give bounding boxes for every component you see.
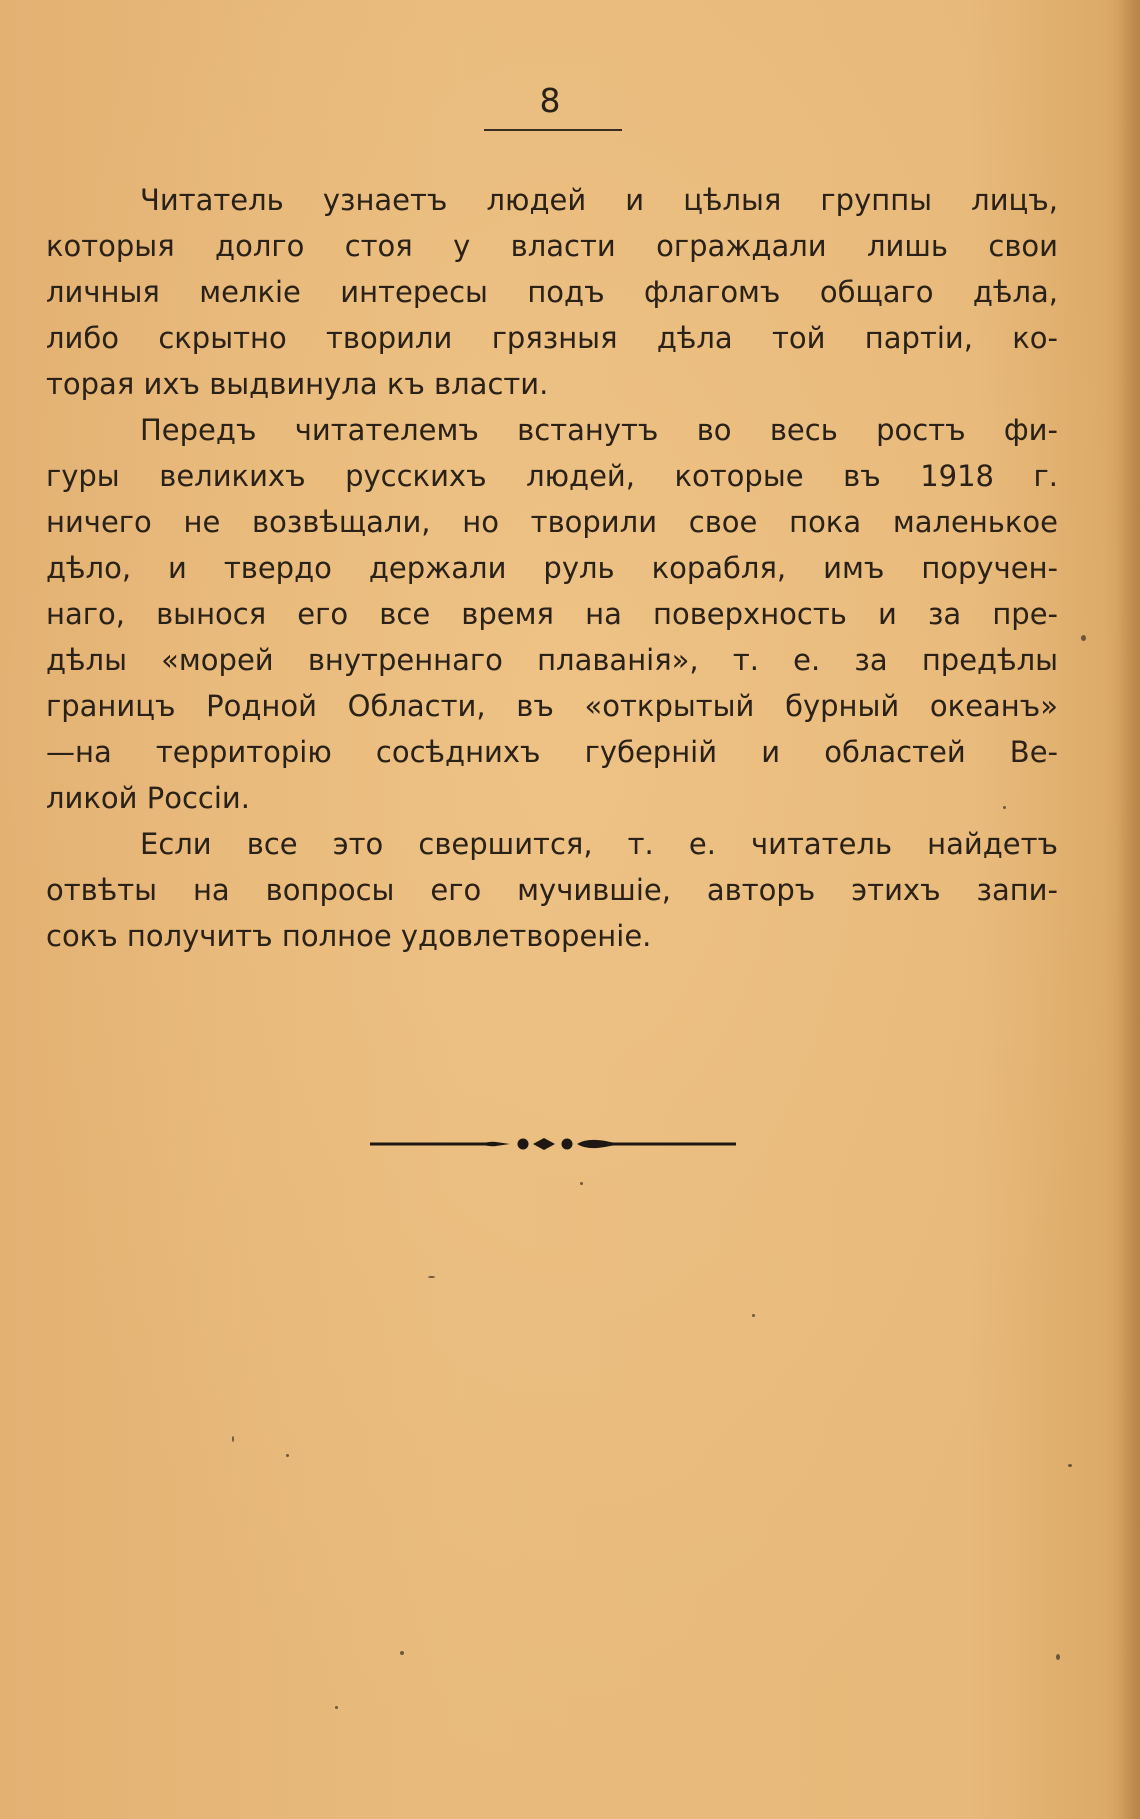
text-line: границъ Родной Области, въ «открытый бурный океанъ» [46, 689, 1058, 723]
text-line: ликой Россіи. [46, 781, 250, 815]
paper-speck [1068, 1464, 1072, 1467]
page-number: 8 [539, 81, 561, 120]
text-line: —на территорію сосѣднихъ губерній и областей Ве- [46, 735, 1058, 769]
text-line: отвѣты на вопросы его мучившіе, авторъ этихъ запи- [46, 873, 1058, 907]
text-line: торая ихъ выдвинула къ власти. [46, 367, 549, 401]
text-line: дѣло, и твердо держали руль корабля, имъ поручен- [46, 551, 1058, 585]
paper-speck [335, 1706, 338, 1709]
text-line: дѣлы «морей внутреннаго плаванія», т. е. за предѣлы [46, 643, 1058, 677]
text-line: сокъ получитъ полное удовлетвореніе. [46, 919, 652, 953]
body-text [46, 177, 1058, 959]
text-line: ничего не возвѣщали, но творили свое пока маленькое [46, 505, 1058, 539]
text-line: гуры великихъ русскихъ людей, которые въ 1918 г. [46, 459, 1058, 493]
paper-speck [428, 1276, 435, 1278]
paper-speck [1056, 1654, 1060, 1660]
text-line: Если все это свершится, т. е. читатель найдетъ [140, 827, 1058, 861]
paragraph-1 [46, 177, 1058, 407]
paper-speck [752, 1314, 755, 1317]
paper-speck [580, 1182, 583, 1185]
text-line: наго, вынося его все время на поверхность и за пре- [46, 597, 1058, 631]
page-number-rule [484, 129, 622, 131]
paper-speck [286, 1454, 289, 1457]
text-line: Читатель узнаетъ людей и цѣлыя группы лицъ, [140, 183, 1058, 217]
paragraph-2 [46, 407, 1058, 821]
ornament-divider-icon [370, 1130, 736, 1158]
paper-speck [1003, 806, 1006, 809]
text-line: которыя долго стоя у власти ограждали лишь свои [46, 229, 1058, 263]
paragraph-3 [46, 821, 1058, 959]
text-line: Передъ читателемъ встанутъ во весь ростъ фи- [140, 413, 1058, 447]
page-edge-shadow [1118, 0, 1140, 1819]
text-line: личныя мелкіе интересы подъ флагомъ общаго дѣла, [46, 275, 1058, 309]
paper-speck [232, 1436, 234, 1442]
paper-speck [400, 1651, 404, 1655]
text-line: либо скрытно творили грязныя дѣла той партіи, ко- [46, 321, 1058, 355]
paper-speck [1081, 635, 1086, 641]
